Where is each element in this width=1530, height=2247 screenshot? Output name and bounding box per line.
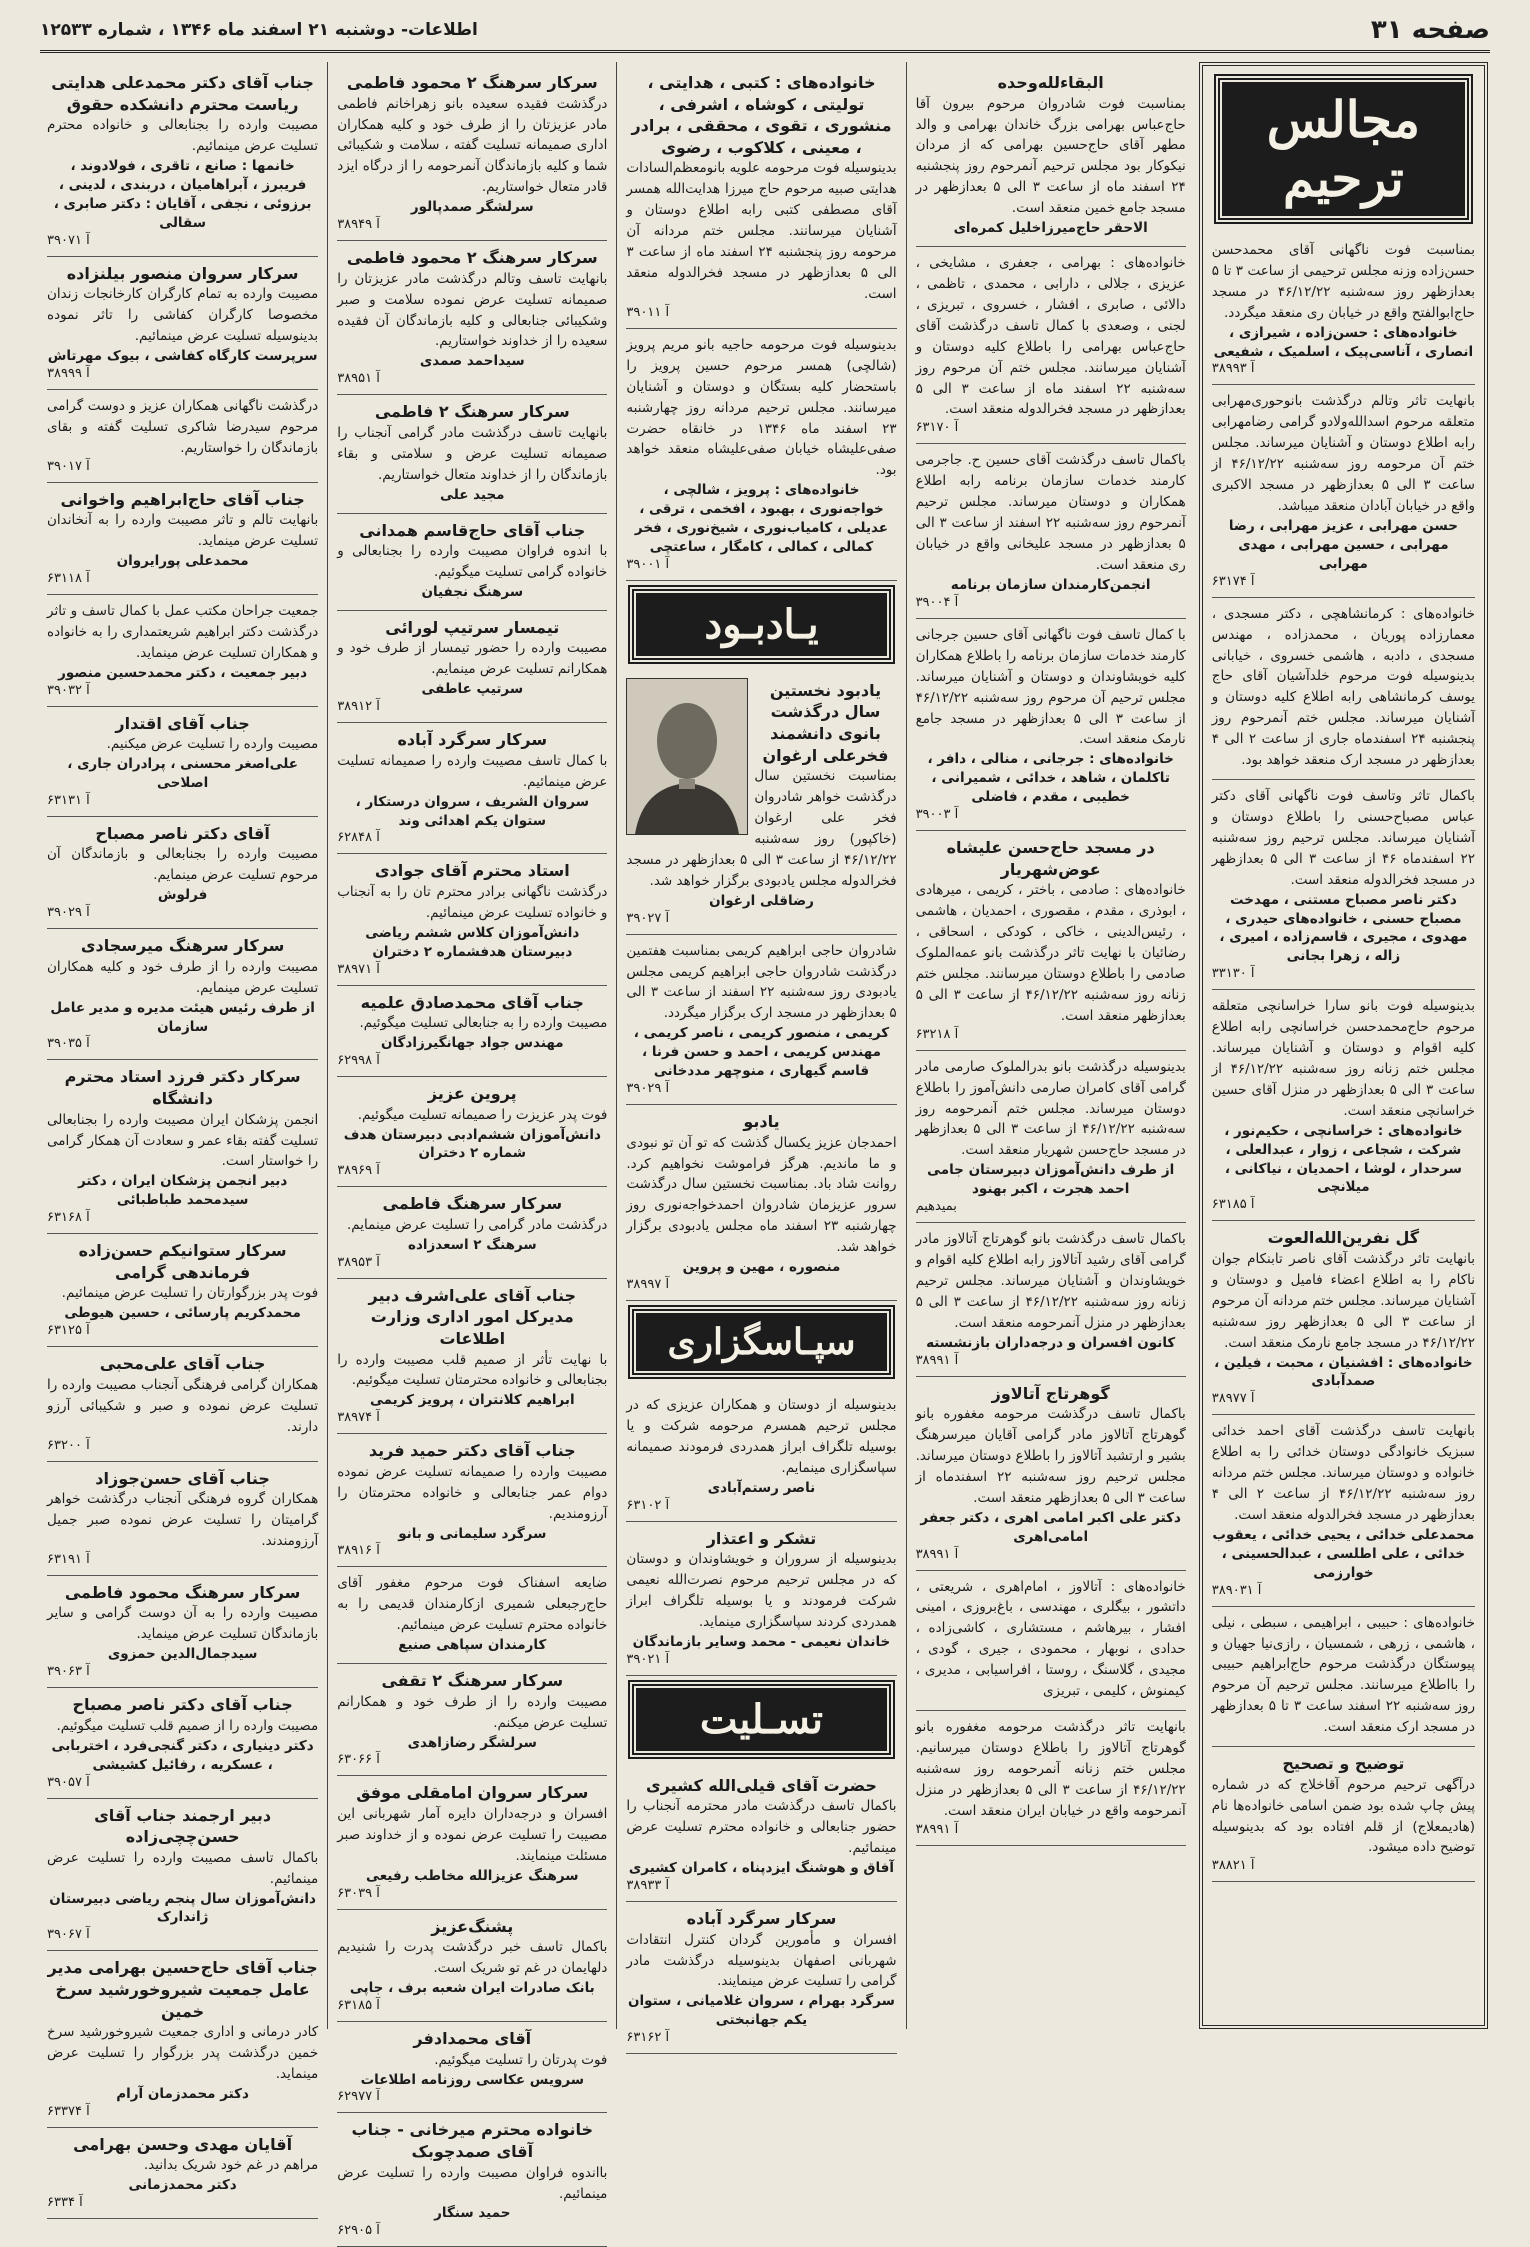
notice [337, 611, 607, 723]
notice-body: بدینوسیله از دوستان و همکاران عزیزی که در مجلس ترحیم همسرم مرحومه شرکت و یا بوسیله تلگراف ابراز همدردی فرمودند صمیمانه سپاسگزاری مینمایم. [626, 1397, 897, 1476]
notice [337, 1077, 607, 1187]
notice [47, 1060, 318, 1234]
notice [1212, 1747, 1475, 1882]
notice [47, 390, 318, 483]
notice-body: مصیبت وارده را بجنابعالی و بازماندگان آن مرحوم تسلیت عرض مینمایم. [47, 846, 319, 884]
notice-body: با کمال تاسف فوت ناگهانی آقای حسین جرجانی کارمند خدمات سازمان برنامه را باطلاع همکاران کلیه خویشاوندان و دوستان و آشنایان میرساند. مجلس ترحیم آن مرحوم روز سه‌شنبه ۴۶/۱۲/۲۲ از ساعت ۳ الی ۵ بعدازظهر در مسجد جامع نارمک منعقد است. [915, 626, 1186, 748]
notice-body: درگذشت ناگهانی برادر محترم تان را به آنجناب و خانواده تسلیت عرض مینمائیم. [337, 883, 608, 921]
banner-sepasgozari: سپـاسگزاری [630, 1307, 892, 1377]
notice [626, 1522, 896, 1676]
notice-code: ۳۹۰۰۱ آ [626, 556, 670, 572]
notice [47, 2128, 318, 2219]
notice-heading: گل نفرین‌الله‌العوت [1267, 1228, 1420, 1248]
page-header [40, 10, 1490, 53]
notice-signature: سرویس عکاسی روزنامه اطلاعات [360, 2071, 585, 2088]
notice-code: ۶۲۹۰۵ آ [337, 2223, 380, 2239]
notice-signature: محمدعلی خدائی ، یحیی خدائی ، یعقوب خدائی ، علی اطلسی ، عبدالحسینی ، خوارزمی [1212, 1526, 1475, 1581]
notice [337, 2022, 607, 2113]
notice-code: ۳۸۹۹۳ آ [1211, 361, 1255, 377]
notice-body: بااندوه فراوان مصیبت وارده را تسلیت عرض مینمائیم. [337, 2164, 608, 2202]
notice [626, 329, 896, 581]
notice [1212, 1607, 1475, 1748]
notice [337, 241, 607, 395]
notice-heading: در مسجد حاج‌حسن علیشاه عوض‌شهریار [946, 838, 1155, 879]
notice [47, 1951, 318, 2127]
notice-code: ۳۸۹۴۹ آ [337, 217, 380, 233]
notice-code: ۶۳۳۷۴ آ [47, 2103, 90, 2119]
notice-heading: سرکار سرهنگ ۲ فاطمی [374, 402, 570, 422]
notice-signature: سرهنگ نجفیان [421, 583, 524, 600]
notice-body: افسران و مأمورین گردان کنترل انتقادات شهربانی اصفهان بدینوسیله درگذشت مادر گرامی را تسلیت عرض مینمایند. [626, 1931, 897, 1990]
notice-body: با نهایت تأثر از صمیم قلب مصیبت وارده را بجنابعالی و خانواده محترمتان تسلیت میگوئیم. [337, 1351, 608, 1389]
column-3 [616, 62, 905, 2046]
notice-heading: دبیر ارجمند جناب آقای حسن‌چچی‌زاده [94, 1805, 272, 1847]
notice-code: بمیدهیم [915, 1199, 957, 1215]
notice [337, 1776, 607, 1909]
notice-heading: سرکار سرهنگ میرسجادی [80, 936, 285, 956]
banner-tasliyat: تسـلیت [630, 1682, 892, 1757]
notice-code: ۶۳۰۳۹ آ [337, 1885, 380, 1901]
banner-majales-tarhim: مجالس ترحیم [1216, 76, 1471, 222]
notice-body: افسران و درجه‌داران دایره آمار شهربانی این مصیبت را تسلیت عرض نموده و از خداوند صبر مسئلت مینمایند. [337, 1806, 608, 1864]
notice-heading: جناب آقای محمدصادق علمیه [360, 992, 584, 1012]
notice-code: ۳۹۰۵۷ آ [47, 1774, 90, 1790]
column-4 [327, 62, 616, 2239]
notice-body: مصیبت وارده را تسلیت عرض میکنیم. [106, 736, 319, 753]
notice-signature: دانش‌آموزان ششم‌ادبی دبیرستان هدف شماره ۲ دختران [343, 1126, 601, 1162]
notice-signature: خانواده‌های : جرجانی ، منالی ، دافر ، تاکلمان ، شاهد ، خدائی ، شمیرانی ، خطیبی ، مقدم ، فاضلی [927, 751, 1174, 806]
notice-heading: استاد محترم آقای جوادی [374, 861, 570, 881]
notice-signature: سیدجمال‌الدین حمزوی [107, 1646, 258, 1663]
notice-signature: سرلشگر رضا‌زاهدی [407, 1734, 537, 1751]
notice-code: ۶۳۱۳۱ آ [47, 792, 90, 808]
notice-code: ۳۹۰۲۱ آ [626, 1651, 670, 1667]
notice [916, 619, 1186, 831]
notice [337, 1664, 607, 1776]
notice [337, 1434, 607, 1567]
notice-code: ۳۸۹۹۱ آ [915, 1352, 959, 1368]
notice-body: مصیبت وارده را به جنابعالی تسلیت میگوئیم. [359, 1015, 608, 1032]
notice [1212, 598, 1475, 780]
notice-code: ۳۸۹۷۴ آ [337, 1410, 380, 1426]
notice-signature: کریمی ، منصور کریمی ، ناصر کریمی ، مهندس کریمی ، احمد و حسن فرنا ، قاسم گیهاری ، منوچهر مددخانی [633, 1025, 890, 1080]
notice-body: بدینوسیله فوت مرحومه حاجیه بانو مریم پرویز (شالچی) همسر مرحوم حسین پرویز را باستحضار کلیه بستگان و دوستان و آشنایان میرسانند. مجلس ترحیم مردانه روز چهارشنبه ۲۳ اسفند ماه ۱۳۴۶ در خانقاه حضرت صفی‌علیشاه خیابان صفی‌علیشاه منعقد خواهد بود. [626, 336, 897, 479]
notice-signature: مهندس جواد جهانگیرزادگان [380, 1035, 564, 1052]
notice-code: ۶۳۲۱۸ آ [915, 1026, 959, 1042]
notice [47, 483, 318, 595]
notice [916, 1571, 1186, 1712]
notice-body: مصیبت وارده را بجنابعالی و خانواده محترم تسلیت عرض مینمائیم. [47, 117, 319, 155]
notice-signature: محمدکریم پارسائی ، حسین هیوطی [64, 1305, 301, 1322]
notice [916, 1051, 1186, 1223]
notice-signature: محمدعلی پورایروان [116, 553, 249, 570]
notice-signature: دکتر ناصر مصباح مستنی ، مهدخت مصباح حسنی ، خانواده‌های حیدری ، مهدوی ، مجیری ، قاسم‌زاده ، امیری ، زاله ، زهرا بجانی [1219, 891, 1468, 965]
notice-signature: سرهنگ عزیزالله مخاطب رفیعی [366, 1867, 579, 1884]
columns [38, 62, 1492, 2239]
notice [626, 1769, 896, 1902]
notice-signature: از طرف رئیس هیئت مدیره و مدیر عامل سازمان [50, 999, 315, 1035]
notice [1212, 1221, 1475, 1415]
notice-body: بانهایت تاسف درگذشت مادر گرامی آنجناب را صمیمانه تسلیت عرض و سلامتی و بقاء بازماندگان را از خداوند متعال خواستاریم. [337, 424, 608, 483]
notice-code: ۳۹۰۱۱ آ [626, 304, 670, 320]
notice [337, 1567, 607, 1664]
notice-heading: سرکار ستوانیکم حسن‌زاده فرماندهی گرامی [78, 1241, 287, 1282]
notice [337, 723, 607, 854]
notice-code: ۶۳۳۴ آ [47, 2195, 83, 2211]
notice [47, 1576, 318, 1688]
notice-signature: آفاق و هوشنگ ایزدپناه ، کامران کشیری [628, 1860, 895, 1877]
notice-code: ۳۸۹۵۱ آ [337, 371, 380, 387]
notice [1212, 780, 1475, 990]
notice-heading: سرکار سرهنگ محمود فاطمی [64, 1582, 301, 1602]
notice-signature: دانش‌آموزان کلاس ششم ریاضی دبیرستان هدفشماره ۲ دختران [365, 924, 580, 960]
notice-code: ۳۹۰۲۹ آ [47, 905, 90, 921]
notice-heading: جناب آقای علی‌اشرف دبیر مدیرکل امور اداری وزارت اطلاعات [368, 1285, 577, 1348]
notice-signature: حمید سنگار [434, 2205, 511, 2222]
notice-signature: دبیر انجمن پزشکان ایران ، دکتر سیدمحمد طباطبائی [77, 1173, 288, 1209]
notice [1212, 234, 1475, 385]
notice-signature: کارمندان سپاهی صنیع [398, 1637, 547, 1654]
notice-signature: کانون افسران و درجه‌داران بازنشسته [926, 1334, 1176, 1351]
notice-signature: علی‌اصغر محسنی ، پرادران جاری ، اصلاحی [67, 756, 298, 791]
notice-code: ۶۳۱۷۰ آ [915, 420, 959, 436]
notice-body: شادروان حاجی ابراهیم کریمی بمناسبت هفتمین درگذشت شادروان حاجی ابراهیم کریمی مجلس یادبودی روز سه‌شنبه ۲۲ اسفند از ساعت ۳ الی ۵ بعدازظهر در مسجد ارک برگزار میگردد. [626, 942, 897, 1022]
notice-code: ۳۹۰۳۲ آ [47, 682, 90, 698]
portrait-photo-icon [626, 678, 748, 835]
notice-body: مصیبت وارده به تمام کارگران کارخانجات زندان مخصوصا کارگران کفاشی را تاثر نموده بدینوسیله تسلیت عرض مینمائیم. [47, 286, 319, 345]
banner-yadbood: یـادبـود [630, 587, 892, 662]
notice [1212, 1415, 1475, 1606]
notice [47, 1234, 318, 1347]
notice-heading: حضرت آقای قیلی‌الله کشیری [646, 1775, 877, 1795]
notice [47, 707, 318, 817]
notice-code: ۶۲۸۴۸ آ [337, 830, 380, 846]
notice-body: مصیبت وارده را به آن دوست گرامی و سایر بازماندگان تسلیت عرض مینماید. [47, 1605, 319, 1643]
notice-heading: سرکار سرگرد آباده [397, 730, 548, 750]
notice [916, 444, 1186, 618]
notice-body: بمناسبت فوت ناگهانی آقای محمدحسن حسن‌زاده وزنه مجلس ترحیمی از ساعت ۳ تا ۵ بعدازظهر روز سه‌شنبه ۴۶/۱۲/۲۲ در مسجد حاج‌ابوالفتح واقع در خیابان ری منعقد میگردد. [1211, 242, 1475, 321]
notice-heading: جناب آقای دکتر ناصر مصباح [72, 1695, 293, 1715]
notice-body: بدینوسیله از سروران و خویشاوندان و دوستان که در مجلس ترحیم مرحوم نصرت‌الله نعیمی شرکت فرمودند و یا بوسیله تلگراف ابراز همدردی کردند سپاسگزاری مینماید. [626, 1551, 897, 1630]
page-number: صفحه ۳۱ [1370, 15, 1490, 45]
notice-code: ۶۲۹۷۷ آ [337, 2089, 380, 2105]
notice-body: با اندوه فراوان مصیبت وارده را بجنابعالی و خانواده گرامی تسلیت میگوئیم. [337, 543, 608, 581]
notice-signature: سرگرد بهرام ، سروان غلامیانی ، ستوان یکم جهانبختی [628, 1993, 895, 2029]
notice [1212, 385, 1475, 597]
column-majales [1199, 62, 1488, 2029]
notice-body: مصیبت وارده را از طرف خود و کلیه همکاران تسلیت عرض مینمایم. [47, 958, 319, 996]
notice-body: باکمال تاسف درگذشت آقای حسین ح. جاجرمی کارمند خدمات سازمان برنامه رابه اطلاع همکاران و دوستان میرساند. مجلس ترحیم آنمرحوم روز سه‌شنبه ۲۲ اسفند از ساعت ۳ الی ۵ بعدازظهر در مسجد علیخانی واقع در خیابان ری منعقد است. [915, 452, 1186, 573]
notice-body: درآگهی ترحیم مرحوم آقاخلاج که در شماره پیش چاپ شده بود ضمن اسامی خانواده‌ها نام (هادیمعلاج) از قلم افتاده بود که بدینوسیله توضیح داده میشود. [1211, 1776, 1475, 1856]
notice-signature: دبیر جمعیت ، دکتر محمدحسین منصور [58, 664, 308, 681]
notice [47, 817, 318, 929]
notice-signature: خانواده‌های : پرویز ، شالچی ، خواجه‌نوری ، بهبود ، افخمی ، ترقی ، عدیلی ، کامیاب‌نوری ، شیخ‌نوری ، فخر کمالی ، کمالی ، کامگار ، ساعتچی [634, 482, 889, 555]
notice-signature: رضاقلی ارغوان [709, 892, 814, 909]
notice [47, 1347, 318, 1461]
notice-signature: حسن مهرابی ، عزیز مهرابی ، رضا مهرابی ، حسین مهرابی ، مهدی مهرابی [1228, 518, 1458, 572]
notice [337, 986, 607, 1077]
notice-body: بدینوسیله فوت مرحومه علویه بانومعظم‌السادات هدایتی صبیه مرحوم حاج میرزا هدایت‌الله همسر آقای مصطفی کتبی رابه اطلاع دوستان و آشنایان میرسانند. مجلس ختم مردانه آن مرحومه روز پنجشنبه ۲۴ اسفند ماه از ساعت ۳ الی ۵ بعدازظهر در مسجد فخرالدوله منعقد است. [626, 160, 897, 302]
notice-body: بانهایت تاسف درگذشت آقای احمد خدائی سبزیک خانوادگی دوستان خدائی را به اطلاع خانواده و دوستان میرساند. مجلس ختم مردانه روز سه‌شنبه ۴۶/۱۲/۲۲ از ساعت ۲ الی ۴ بعدازظهر در مسجد فخرالدوله منعقد است. [1211, 1423, 1475, 1523]
notice-heading: سرکار سرگرد آباده [686, 1909, 837, 1929]
notice-heading: پروین عزیز [427, 1084, 517, 1104]
notice-signature: انجمن‌کارمندان سازمان برنامه [950, 576, 1151, 593]
notice-signature: ناصر رستم‌آبادی [707, 1479, 816, 1496]
notice-code: ۳۹۰۲۹ آ [626, 1081, 670, 1096]
notice-code: ۳۸۸۲۱ آ [1211, 1858, 1255, 1874]
notice-body: بانهایت تاسف وتالم درگذشت مادر عزیزتان را صمیمانه تسلیت عرض نموده سلامت و صبر وشکیبائی جنابعالی و کلیه بازماندگان آن فقیده سعیده را از خداوند خواستاریم. [337, 270, 608, 350]
notice [916, 1711, 1186, 1846]
notice [47, 1688, 318, 1798]
notice-heading: سرکار سروان منصور بیلنزاده [66, 263, 299, 283]
notice-heading: جناب آقای دکتر محمدعلی هدایتی ریاست محترم دانشکده حقوق [51, 73, 314, 114]
notice-body: باکمال تاسف مصیبت وارده را تسلیت عرض مینمائیم. [47, 1849, 319, 1887]
notice-heading: توضیح و تصحیح [1282, 1754, 1405, 1774]
notice-signature: خانواده‌های : حسن‌زاده ، شیرازی ، انصاری ، آناسی‌پیک ، اسلمیک ، شفیعی [1213, 324, 1474, 360]
notice [916, 831, 1186, 1051]
notice-heading: سرکار سرهنگ ۲ محمود فاطمی [346, 73, 598, 92]
notice-body: خانواده‌های : حبیبی ، ابراهیمی ، سبطی ، نیلی ، هاشمی ، زرهی ، شمسیان ، رازی‌نیا جهیان و پیوستگان درگذشت مرحوم حاج‌ابراهیم حبیبی را بااطلاع میرسانند. مجلس ترحیم آن مرحوم روز سه‌شنبه ۲۲ اسفند ساعت ۳ تا ۵ بعدازظهر در مسجد ارک منعقد است. [1211, 1614, 1475, 1736]
notice-signature: خانواده‌های : افشنیان ، محبت ، فیلین ، صمدآبادی [1214, 1354, 1473, 1390]
notice-heading: خانواده‌های : کتبی ، هدایتی ، تولیتی ، کوشاه ، اشرفی ، منشوری ، تقوی ، محققی ، برادر ، معینی ، کلاکوب ، رضوی [631, 73, 892, 157]
notice-heading: پشنگ‌عزیز [431, 1916, 514, 1936]
notice-body: احمدجان عزیز یکسال گذشت که تو آن تو نبودی و ما ماندیم. هرگز فراموشت نخواهیم کرد. روانت شاد باد. بمناسبت نخستین سال درگذشت سرور عزیزمان شادروان احمدخواجه‌نوری روز چهارشنبه ۲۳ اسفند ماه مجلس یادبودی برگزار خواهد شد. [626, 1134, 897, 1256]
notice-signature: فرلوش [157, 887, 208, 904]
notice-heading: سرکار سرهنگ ۲ محمود فاطمی [346, 248, 598, 268]
notice-heading: گوهرتاج آتالاوز [991, 1383, 1110, 1403]
notice-heading: جناب آقای حسن‌جوزاد [95, 1468, 270, 1488]
notice-code: ۳۸۹۹۹ آ [47, 365, 90, 381]
notice-code: ۳۸۹۰۳۱ آ [1211, 1582, 1262, 1598]
notice-body: فوت پدر عزیزت را صمیمانه تسلیت میگوئیم. [357, 1106, 608, 1123]
notice-code: ۳۸۹۹۱ آ [915, 1821, 959, 1837]
notice-body: فوت پدرتان را تسلیت میگوئیم. [434, 2051, 608, 2068]
notice-code: ۶۳۱۶۸ آ [47, 1210, 90, 1226]
notice-signature: سرتیپ عاطفی [421, 681, 524, 698]
notice-code: ۳۸۹۱۶ آ [337, 1543, 380, 1559]
notice-body: همکاران گرامی فرهنگی آنجناب مصیبت وارده را تسلیت عرض نموده و صبر و شکیبائی آرزو دارند. [47, 1376, 319, 1435]
notice-body: ضایعه اسفناک فوت مرحوم مغفور آقای حاج‌رجبعلی شمیری ازکارمندان قدیمی را به خانواده محترم تسلیت عرض مینمائیم. [337, 1575, 608, 1634]
notice-signature: منصوره ، مهین و پروین [682, 1259, 841, 1276]
notice-code: ۳۹۰۷۱ آ [47, 232, 90, 248]
notice-signature: سرلشگر صمدپالور [410, 199, 534, 216]
notice [916, 66, 1186, 247]
notice-heading: خانواده محترم میرخانی - جناب آقای صمدچوبک [351, 2120, 594, 2162]
notice-code: ۳۹۰۶۳ آ [47, 1664, 90, 1680]
notice-signature: دانش‌آموزان سال پنجم ریاضی دبیرستان ژاندارک [49, 1890, 316, 1926]
notice-heading: تشکر و اعتذار [706, 1528, 817, 1548]
notice-code: ۳۸۹۷۱ آ [337, 961, 380, 977]
notice-body: بانهایت تاثر وتالم درگذشت بانوحوری‌مهرابی متعلقه مرحوم اسدالله‌ولادو گرامی رضامهرابی رابه اطلاع دوستان و آشنایان میرساند. مجلس ختم آن مرحومه روز سه‌شنبه ۴۶/۱۲/۲۲ از ساعت ۳ الی ۵ بعدازظهر در مسجد الاکبری واقع در خیابان آبادان منعقد میباشد. [1211, 393, 1476, 515]
notice-signature: الاحقر حاج‌میرزاخلیل کمره‌ای [953, 220, 1148, 237]
notice-body: باکمال تاثر وتاسف فوت ناگهانی آقای دکتر عباس مصباح‌حسنی را باطلاع دوستان و آشنایان میرساند. مجلس ترحیم روز سه‌شنبه ۲۲ اسفندماه ۴۶ از ساعت ۳ الی ۵ بعدازظهر در مسجد فخرالدوله منعقد است. [1211, 788, 1475, 888]
notice-heading: آقای دکتر ناصر مصباح [95, 823, 270, 843]
notice [47, 257, 318, 390]
notice-code: ۶۳۱۲۵ آ [47, 1323, 90, 1339]
notice [337, 514, 607, 611]
notice-code: ۶۲۹۹۸ آ [337, 1053, 380, 1069]
notice-code: ۳۸۹۱۲ آ [337, 699, 380, 715]
notice-code: ۳۹۰۰۳ آ [915, 807, 959, 823]
notice-code: ۶۳۱۸۵ آ [337, 1998, 380, 2014]
notice [337, 66, 607, 241]
notice-body: خانواده‌های : بهرامی ، جعفری ، مشایخی ، عزیزی ، جلالی ، دارابی ، محمدی ، تاظمی ، دالائی ، صابری ، افشار ، خسروی ، تبریزی ، لجنی ، وصعدی با کمال تاسف درگذشت آقای حاج‌عباس بهرامی را باطلاع کلیه دوستان و آشنایان میرسانند. مجلس ختم آن مرحوم روز سه‌شنبه ۲۲ اسفند ماه از ساعت ۳ الی ۵ بعدازظهر در مسجد فخرالدوله منعقد است. [915, 255, 1186, 418]
notice-heading: جناب آقای حاج‌حسین بهرامی مدیر عامل جمعیت شیروخورشید سرخ خمین [47, 1958, 318, 2021]
notice [626, 1902, 896, 2054]
notice [337, 395, 607, 513]
notice [337, 1279, 607, 1435]
notice-code: ۶۳۰۶۶ آ [337, 1752, 380, 1768]
notice-code: ۳۸۹۵۳ آ [337, 1254, 380, 1270]
notice-code: ۳۹۰۱۷ آ [47, 458, 90, 474]
notice-body: مراهم در غم خود شریک بدانید. [143, 2157, 319, 2174]
notice-body: مصیبت وارده را از صمیم قلب تسلیت میگوئیم. [56, 1717, 319, 1734]
notice-signature: خانواده‌های : خراسانچی ، حکیم‌نور ، شرکت ، شجاعی ، زوار ، عبدالعلی ، سرحدار ، لوشا ، احمدیان ، نیاکانی ، میلانچی [1224, 1122, 1463, 1196]
notice-body: همکاران گروه فرهنگی آنجناب درگذشت خواهر گرامیتان را تسلیت عرض نموده صبر جمیل آرزومندند. [47, 1491, 319, 1549]
notice-heading: جناب آقای علی‌محبی [99, 1354, 266, 1374]
notice-signature: سرگرد سلیمانی و بانو [398, 1525, 547, 1542]
notice [47, 66, 318, 257]
notice-heading: سرکار سرهنگ ۲ تقفی [381, 1671, 564, 1691]
notice-body: مصیبت وارده را از طرف خود و همکارانم تسلیت عرض میکنم. [337, 1693, 608, 1731]
notice-heading: سرکار دکتر فرزد استاد محترم دانشگاه [64, 1067, 301, 1109]
notice-heading: آقای محمدادفر [413, 2029, 532, 2049]
notice-body: درگذشت ناگهانی همکاران عزیز و دوست گرامی مرحوم سیدرضا شاکری تسلیت گفته و بقای بازماندگان را خواستاریم. [47, 397, 319, 456]
notice [626, 935, 896, 1105]
notice-signature: ابراهیم کلانتران ، پرویز کریمی [369, 1392, 575, 1409]
notice [916, 247, 1186, 444]
notice-body: کادر درمانی و اداری جمعیت شیروخورشید سرخ خمین درگذشت پدر بزرگوار را تسلیت عرض مینماید. [47, 2024, 319, 2082]
notice-code: ۳۹۰۲۷ آ [626, 910, 670, 926]
notice-signature: مجید علی [440, 486, 505, 503]
notice [626, 66, 896, 329]
notice-heading: آقایان مهدی وحسن بهرامی [73, 2134, 293, 2154]
notice-heading: تیمسار سرتیپ لورائی [385, 617, 560, 637]
notice-code: ۳۹۰۶۷ آ [47, 1927, 90, 1943]
notice-body: خانواده‌های : آتالاوز ، امام‌اهری ، شریعتی ، داتشور ، بیگلری ، مهندسی ، باغ‌بروزی ، امینی افشار ، بیرهاشم ، مستشاری ، کاشی‌زاده ، حدادی ، نوبهار ، محمودی ، جیری ، گودی ، مجیدی ، گلاسنگ ، روستا ، افراسیابی ، مدیری ، کیمنوش ، کلیمی ، تبریزی [915, 1578, 1186, 1700]
column-5 [38, 62, 327, 2211]
notice-body: بانهایت تاثر درگذشت آقای ناصر تابنکام جوان ناکام را به اطلاع اعضاء فامیل و دوستان و آشنایان میرساند. مجلس ختم مردانه آن مرحوم از ساعت ۳ الی ۵ بعدازظهر روز سه‌شنبه ۴۶/۱۲/۲۲ در مسجد جامع نارمک منعقد است. [1211, 1250, 1475, 1351]
notice-body: بانهایت تالم و تاثر مصیبت وارده را به آنخاندان تسلیت عرض مینماید. [47, 512, 319, 550]
notice-body: بدینوسیله فوت بانو سارا خراسانچی متعلقه مرحوم حاج‌محمدحسن خراسانچی رابه اطلاع کلیه اقوام و دوستان و آشنایان میرساند. مجلس ختم زنانه روز سه‌شنبه ۴۶/۱۲/۲۲ از ساعت ۳ الی ۵ بعدازظهر در منزل آقای حسین خراسانچی منعقد است. [1211, 998, 1475, 1119]
notice-code: ۳۹۰۳۵ آ [47, 1036, 90, 1052]
notice-code: ۳۹۰۰۴ آ [915, 594, 959, 610]
notice-signature: دکتر دینیاری ، دکتر گنجی‌فرد ، اختربابی ، عسکریه ، رفائیل کشیشی [51, 1737, 314, 1773]
notice-signature: خانمها : صانع ، تاقری ، فولادوند ، فریبرز ، آبراهامیان ، دربندی ، لدینی ، برزوئی ، نجفی ، آقایان : دکتر صابری ، سقالی [53, 158, 312, 231]
notice-heading: جناب آقای حاج‌ابراهیم واخوانی [60, 489, 305, 509]
notice [1212, 990, 1475, 1221]
notice-code: ۳۳۱۳۰ آ [1211, 966, 1255, 982]
notice-heading: جناب آقای دکتر حمید فرید [368, 1441, 576, 1461]
notice [337, 854, 607, 985]
notice-body: با کمال تاسف مصیبت وارده را صمیمانه تسلیت عرض مینمائیم. [337, 752, 608, 790]
notice-heading: جناب آقای اقتدار [115, 713, 250, 733]
notice-body: خانواده‌های : کرمانشاهچی ، دکتر مسجدی ، معمارزاده پوریان ، محمدزاده ، مهندس مسجدی ، دادبه ، هاشمی خسروی ، خیابانی بدینوسیله فوت مرحوم خلدآشیان آقای حاج یوسف کرمانشاهی رابه اطلاع کلیه دوستان و آشنایان میرساند. مجلس ختم آنمرحوم روز پنجشنبه ۲۴ اسفندماه جاری از ساعت ۲ الی ۴ بعدازظهر در مسجد ارک منعقد خواهد بود. [1211, 605, 1475, 769]
notice-code: ۶۳۱۸۵ آ [1211, 1197, 1255, 1213]
notice-signature: دکتر علی اکبر امامی اهری ، دکتر جعفر امامی‌اهری [920, 1509, 1181, 1545]
notice-body: بدینوسیله درگذشت بانو بدرالملوک صارمی مادر گرامی آقای کامران صارمی دانش‌آموز را باطلاع دوستان میرساند. مجلس ختم آنمرحومه روز سه‌شنبه ۴۶/۱۲/۲۲ از ساعت ۳ الی ۵ بعدازظهر در مسجد حاج‌حسن شهریار منعقد است. [915, 1058, 1186, 1159]
notice [337, 1187, 607, 1278]
notice-body: جمعیت جراحان مکتب عمل با کمال تاسف و تاثر درگذشت دکتر ابراهیم شریعتمداری را به خانواده و همکاران تسلیت عرض مینماید. [47, 602, 319, 661]
notice-body: فوت پدر بزرگوارتان را تسلیت عرض مینمائیم. [61, 1285, 319, 1302]
notice-heading: سرکار سروان امامقلی موفق [356, 1783, 589, 1803]
notice-code: ۳۸۹۷۷ آ [1211, 1391, 1255, 1407]
notice [47, 929, 318, 1060]
notice-code: ۶۳۱۶۲ آ [626, 2030, 670, 2046]
notice [626, 1105, 896, 1301]
notice-signature: سیداحمد صمدی [419, 353, 525, 370]
notice [47, 1462, 318, 1576]
notice-body: باکمال تاسف خبر درگذشت پدرت را شنیدیم دلهایمان در غم تو شریک است. [337, 1939, 608, 1977]
notice-signature: دکتر محمدزمانی [128, 2177, 237, 2194]
notice-heading: جناب آقای حاج‌قاسم همدانی [359, 520, 586, 540]
notice [47, 1799, 318, 1952]
notice [916, 1223, 1186, 1377]
notice-code: ۶۳۱۹۱ آ [47, 1551, 90, 1567]
notice-code: ۶۳۲۰۰ آ [47, 1437, 90, 1453]
notice-body: باکمال تاسف درگذشت مرحومه مغفوره بانو گوهرتاج آتالاوز مادر گرامی آقایان میرسرهنگ بشیر و ارتشبد آتالاوز را باطلاع دوستان میرساند. مجلس ترحیم روز سه‌شنبه ۲۲ اسفندماه از ساعت ۳ الی ۵ بعدازظهر منعقد است. [915, 1406, 1186, 1506]
notice-body: بانهایت تاثر درگذشت مرحومه مغفوره بانو گوهرتاج آتالاوز را باطلاع دوستان میرسانیم. مجلس ختم زنانه آنمرحومه روز سه‌شنبه ۴۶/۱۲/۲۲ از ساعت ۳ الی ۵ بعدازظهر در منزل آنمرحومه واقع در خیابان ایران منعقد است. [915, 1719, 1186, 1819]
notice-signature: بانک صادرات ایران شعبه برف ، جاپی [349, 1980, 595, 1997]
notice-body: باکمال تاسف درگذشت بانو گوهرتاج آتالاوز مادر گرامی آقای رشید آتالاوز رابه اطلاع کلیه اقوام و خویشاوندان و آشنایان میرساند. مجلس ترحیم زنانه روز سه‌شنبه ۴۶/۱۲/۲۲ از ساعت ۳ الی ۵ بعدازظهر در منزل آنمرحومه منعقد است. [915, 1231, 1186, 1331]
notice-signature: سروان الشریف ، سروان درستکار ، ستوان یکم اهدائی وند [355, 793, 589, 829]
notice-heading: سرکار سرهنگ فاطمی [382, 1194, 563, 1214]
notice-body: بمناسبت نخستین سال درگذشت خواهر شادروان فخر علی ارغوان (خاکپور) روز سه‌شنبه ۴۶/۱۲/۲۲ از ساعت ۳ الی ۵ بعدازظهر در مسجد فخرالدوله مجلس یادبودی برگزار خواهد شد. [626, 768, 897, 889]
issue-info: اطلاعات- دوشنبه ۲۱ اسفند ماه ۱۳۴۶ ، شماره ۱۲۵۳۳ [40, 20, 478, 40]
notice [47, 595, 318, 707]
notice-code: ۶۳۱۷۴ آ [1211, 573, 1255, 589]
notice-body: مصیبت وارده را حضور تیمسار از طرف خود و همکارانم تسلیت عرض مینمایم. [337, 640, 608, 678]
notice-signature: سرپرست کارگاه کفاشی ، بیوک مهرتاش [47, 347, 318, 364]
notice-body: خانواده‌های : صادمی ، باختر ، کریمی ، میرهادی ، ابوذری ، مقدم ، مقصوری ، احمدیان ، هاشمی ، رئیس‌الدینی ، خاکی ، کودکی ، اسحاقی ، رضائیان با نهایت تاثر درگذشت بانو عمه‌الملوک صادمی را باطلاع دوستان میرسانند. مجلس ختم زنانه روز سه‌شنبه ۴۶/۱۲/۲۲ از ساعت ۳ الی ۵ بعدازظهر منعقد است. [915, 882, 1186, 1024]
notice-signature: از طرف دانش‌آموزان دبیرستان جامی احمد هجرت ، اکبر بهنود [927, 1162, 1175, 1198]
notice-signature: سرهنگ ۲ اسعدزاده [407, 1236, 537, 1253]
notice-code: ۳۸۹۹۷ آ [626, 1277, 670, 1293]
notice-body: انجمن پزشکان ایران مصیبت وارده را بجنابعالی تسلیت گفته بقاء عمر و سعادت آن همکار گرامی را خواستار است. [47, 1111, 319, 1170]
column-2 [906, 62, 1195, 2029]
notice-heading: یادبو [743, 1112, 780, 1131]
notice-code: ۶۳۱۰۲ آ [626, 1497, 670, 1513]
notice-heading: البقاء‌لله‌وحده [997, 73, 1104, 92]
notice-body: درگذشت فقیده سعیده بانو زهراخانم فاطمی مادر عزیزتان را از طرف خود و کلیه همکاران اداری صمیمانه تسلیت گفته ، سلامت و شکیبائی شما و کلیه بازماندگان آنمرحومه را از درگاه ایزد قادر متعال خواستاریم. [337, 95, 608, 196]
notice-code: ۳۸۹۳۳ آ [626, 1878, 670, 1894]
notice-body: مصیبت وارده را صمیمانه تسلیت عرض نموده دوام عمر جنابعالی و خانواده محترمتان را آرزومندیم. [337, 1463, 608, 1522]
notice [916, 1377, 1186, 1571]
notice-body: بمناسبت فوت شادروان مرحوم بیرون آقا حاج‌عباس بهرامی بزرگ خاندان بهرامی و والد مطهر آقای حاج‌حسین بهرامی که از مردان نیکوکار بود مجلس ترحیم آنمرحوم روز پنجشنبه ۲۴ اسفند ماه از ساعت ۳ الی ۵ بعدازظهر در مسجد جامع خمین منعقد است. [915, 95, 1186, 217]
notice-body: درگذشت مادر گرامی را تسلیت عرض مینمایم. [347, 1216, 608, 1233]
notice-code: ۶۳۱۱۸ آ [47, 570, 90, 586]
notice [626, 1389, 896, 1522]
notice-code: ۳۸۹۶۹ آ [337, 1163, 380, 1179]
notice-code: ۳۸۹۹۱ آ [915, 1546, 959, 1562]
notice-signature: دکتر محمدزمان آرام [116, 2085, 249, 2102]
notice-heading: یادبود نخستین سال درگذشت بانوی دانشمند فخرعلی ارغوان [762, 680, 889, 765]
notice [337, 2113, 607, 2247]
notice-body: باکمال تاسف درگذشت مادر محترمه آنجناب را حضور جنابعالی و خانواده محترم تسلیت عرض مینمائیم. [626, 1798, 897, 1857]
notice-signature: خاندان نعیمی - محمد وسایر بازماندگان [632, 1633, 891, 1650]
notice [337, 1910, 607, 2022]
